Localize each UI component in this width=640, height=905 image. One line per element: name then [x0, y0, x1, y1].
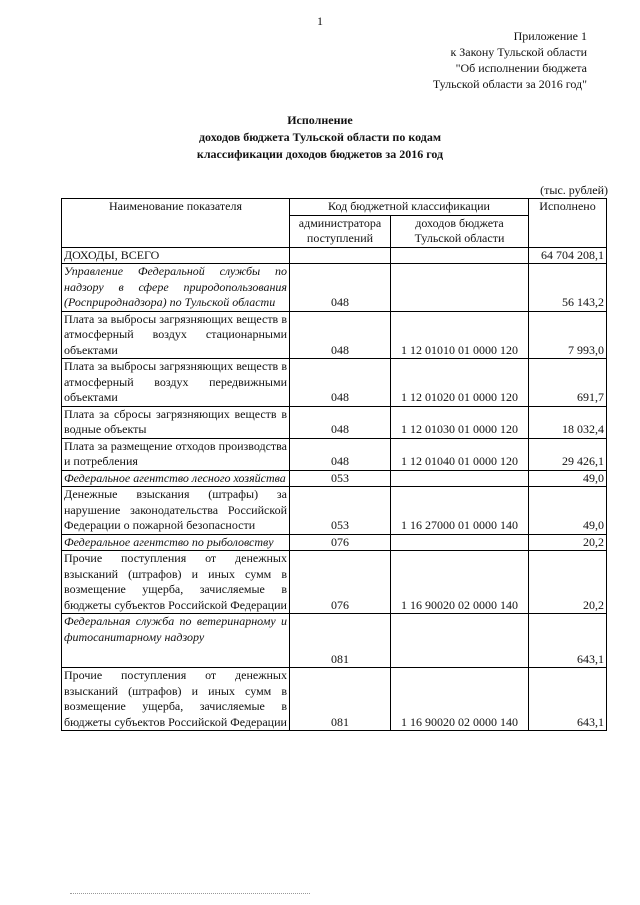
- row-amount: 64 704 208,1: [529, 247, 607, 264]
- table-row: [62, 470, 607, 487]
- row-name: Плата за размещение отходов производства и потребления: [62, 438, 290, 470]
- document-title: [0, 112, 640, 163]
- row-admin-code: 081: [290, 668, 391, 731]
- row-name: Денежные взыскания (штрафы) за нарушение законодательства Российской Федерации о пожарной безопасности: [62, 487, 290, 535]
- appendix-line-3: "Об исполнении бюджета: [455, 61, 587, 75]
- row-amount: 643,1: [529, 668, 607, 731]
- row-admin-code: 076: [290, 551, 391, 614]
- row-admin-code: [290, 247, 391, 264]
- row-amount: 49,0: [529, 487, 607, 535]
- header-admin: администратора поступлений: [290, 215, 391, 247]
- table-row: [62, 668, 607, 731]
- row-revenue-code: 1 12 01010 01 0000 120: [391, 311, 529, 359]
- row-name: ДОХОДЫ, ВСЕГО: [62, 247, 290, 264]
- row-admin-code: 048: [290, 264, 391, 312]
- header-row-1: [62, 199, 607, 216]
- row-name: Плата за выбросы загрязняющих веществ в атмосферный воздух передвижными объектами: [62, 359, 290, 407]
- header-revenue-code: доходов бюджета Тульской области: [391, 215, 529, 247]
- row-amount: 643,1: [529, 614, 607, 668]
- row-amount: 7 993,0: [529, 311, 607, 359]
- row-name: Прочие поступления от денежных взысканий (штрафов) и иных сумм в возмещение ущерба, зачисляемые в бюджеты субъектов Российской Федерации: [62, 551, 290, 614]
- row-name: Федеральная служба по ветеринарному и фитосанитарному надзору: [62, 614, 290, 668]
- row-admin-code: 081: [290, 614, 391, 668]
- header-code-group: Код бюджетной классификации: [290, 199, 529, 216]
- appendix-block: [412, 28, 587, 92]
- footer-scan-line: [70, 893, 310, 896]
- row-amount: 29 426,1: [529, 438, 607, 470]
- row-name: Федеральное агентство по рыболовству: [62, 534, 290, 551]
- row-name: Федеральное агентство лесного хозяйства: [62, 470, 290, 487]
- page-number: 1: [317, 14, 323, 28]
- row-revenue-code: 1 16 27000 01 0000 140: [391, 487, 529, 535]
- row-name: Плата за выбросы загрязняющих веществ в атмосферный воздух стационарными объектами: [62, 311, 290, 359]
- table-row: [62, 264, 607, 312]
- table-row: [62, 359, 607, 407]
- row-revenue-code: [391, 247, 529, 264]
- row-admin-code: 076: [290, 534, 391, 551]
- table-row: [62, 551, 607, 614]
- row-amount: 691,7: [529, 359, 607, 407]
- appendix-line-2: к Закону Тульской области: [450, 45, 587, 59]
- table-row: [62, 487, 607, 535]
- title-line-3: классификации доходов бюджетов за 2016 год: [196, 147, 444, 161]
- row-admin-code: 053: [290, 487, 391, 535]
- row-revenue-code: 1 12 01020 01 0000 120: [391, 359, 529, 407]
- header-name: Наименование показателя: [62, 199, 290, 248]
- table-row: [62, 614, 607, 668]
- row-revenue-code: [391, 470, 529, 487]
- row-revenue-code: [391, 534, 529, 551]
- table-row: [62, 406, 607, 438]
- row-revenue-code: 1 16 90020 02 0000 140: [391, 551, 529, 614]
- title-line-1: Исполнение: [287, 113, 353, 127]
- row-revenue-code: [391, 264, 529, 312]
- row-amount: 20,2: [529, 534, 607, 551]
- units-label: (тыс. рублей): [540, 183, 608, 197]
- row-amount: 20,2: [529, 551, 607, 614]
- table-row: [62, 534, 607, 551]
- row-revenue-code: [391, 614, 529, 668]
- table-row-total: [62, 247, 607, 264]
- row-revenue-code: 1 16 90020 02 0000 140: [391, 668, 529, 731]
- row-name: Управление Федеральной службы по надзору в сфере природопользования (Росприроднадзора) по Тульской области: [62, 264, 290, 312]
- row-admin-code: 048: [290, 406, 391, 438]
- appendix-line-1: Приложение 1: [513, 29, 587, 43]
- header-executed: Исполнено: [529, 199, 607, 248]
- row-name: Прочие поступления от денежных взысканий (штрафов) и иных сумм в возмещение ущерба, зачисляемые в бюджеты субъектов Российской Федерации: [62, 668, 290, 731]
- row-amount: 18 032,4: [529, 406, 607, 438]
- title-line-2: доходов бюджета Тульской области по кодам: [198, 130, 441, 144]
- row-admin-code: 048: [290, 359, 391, 407]
- table-row: [62, 311, 607, 359]
- row-admin-code: 053: [290, 470, 391, 487]
- row-admin-code: 048: [290, 438, 391, 470]
- row-revenue-code: 1 12 01030 01 0000 120: [391, 406, 529, 438]
- row-amount: 49,0: [529, 470, 607, 487]
- row-revenue-code: 1 12 01040 01 0000 120: [391, 438, 529, 470]
- revenue-table: [61, 198, 607, 731]
- table-row: [62, 438, 607, 470]
- row-name: Плата за сбросы загрязняющих веществ в водные объекты: [62, 406, 290, 438]
- appendix-line-4: Тульской области за 2016 год": [432, 77, 587, 91]
- row-amount: 56 143,2: [529, 264, 607, 312]
- row-admin-code: 048: [290, 311, 391, 359]
